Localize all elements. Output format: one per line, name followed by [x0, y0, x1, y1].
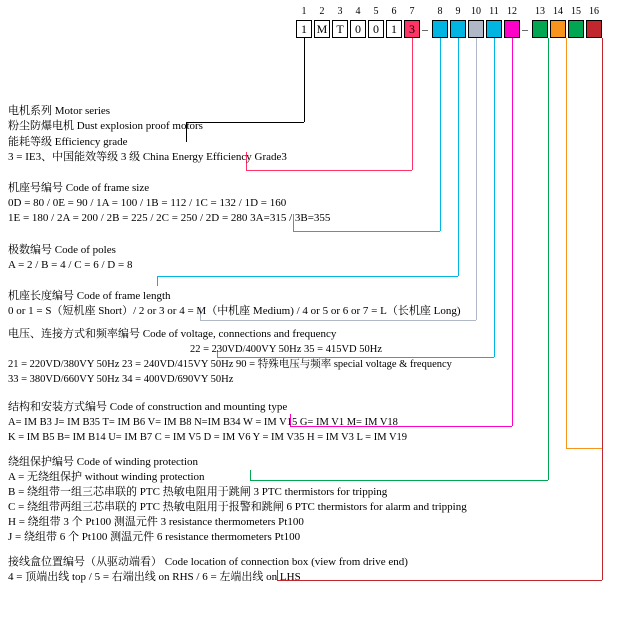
- section-line: 22 = 230VD/400VY 50Hz 35 = 415VD 50Hz: [190, 344, 382, 355]
- position-number: 5: [373, 6, 379, 17]
- code-box-5[interactable]: 0: [368, 20, 384, 38]
- section-line: 1E = 180 / 2A = 200 / 2B = 225 / 2C = 250 / 2D = 280 3A=315 / 3B=355: [8, 212, 331, 224]
- position-number: 9: [455, 6, 461, 17]
- position-number: 11: [489, 6, 499, 17]
- leader-line-construction: [512, 38, 513, 426]
- leader-line-frame-length: [200, 320, 476, 321]
- section-line: K = IM B5 B= IM B14 U= IM B7 C = IM V5 D = IM V6 Y = IM V35 H = IM V3 L = IM V19: [8, 432, 408, 443]
- position-number-row: [296, 6, 626, 20]
- leader-line-orange: [566, 38, 567, 448]
- section-title: 机座长度编号 Code of frame length: [8, 290, 171, 302]
- section-line: 33 = 380VD/660VY 50Hz 34 = 400VD/690VY 50Hz: [8, 374, 234, 385]
- leader-line-frame-size: [293, 231, 440, 232]
- section-line: C = 绕组带两组三芯串联的 PTC 热敏电阻用于报警和跳闸 6 PTC thermistors for alarm and tripping: [8, 501, 467, 513]
- section-efficiency-grade: [8, 135, 287, 165]
- section-title: 接线盒位置编号（从驱动端看） Code location of connection box (view from drive end): [8, 556, 408, 568]
- section-title: 电机系列 Motor series: [8, 105, 111, 117]
- code-box-3[interactable]: T: [332, 20, 348, 38]
- section-voltage: [8, 327, 452, 387]
- section-line: 21 = 220VD/380VY 50Hz 23 = 240VD/415VY 50Hz 90 = 特殊电压与频率 special voltage & frequency: [8, 359, 452, 370]
- code-box-12[interactable]: [504, 20, 520, 38]
- section-line: 0 or 1 = S（短机座 Short）/ 2 or 3 or 4 = M（中机座 Medium) / 4 or 5 or 6 or 7 = L（长机座 Long): [8, 305, 461, 317]
- code-box-8[interactable]: [432, 20, 448, 38]
- section-motor-series: [8, 104, 203, 134]
- code-box-14[interactable]: [550, 20, 566, 38]
- section-line: A = 无绕组保护 without winding protection: [8, 471, 205, 483]
- leader-line-connection-box: [602, 38, 603, 580]
- code-box-15[interactable]: [568, 20, 584, 38]
- code-box-13[interactable]: [532, 20, 548, 38]
- leader-line-frame-length: [476, 38, 477, 320]
- leader-line-efficiency-grade: [246, 170, 412, 171]
- section-winding-protection: [8, 455, 467, 545]
- position-number: 12: [507, 6, 517, 17]
- leader-line-voltage: [494, 38, 495, 357]
- section-poles: [8, 243, 132, 273]
- code-box-1[interactable]: 1: [296, 20, 312, 38]
- section-connection-box-location: [8, 555, 408, 585]
- leader-line-efficiency-grade: [412, 38, 413, 170]
- section-title: 电压、连接方式和频率编号 Code of voltage, connections and frequency: [8, 328, 337, 340]
- code-box-7[interactable]: 3: [404, 20, 420, 38]
- section-title: 绕组保护编号 Code of winding protection: [8, 456, 199, 468]
- section-line: 4 = 顶端出线 top / 5 = 右端出线 on RHS / 6 = 左端出线 on LHS: [8, 571, 301, 583]
- code-box-row: [296, 20, 626, 38]
- leader-line-poles: [157, 276, 458, 277]
- position-number: 15: [571, 6, 581, 17]
- leader-line-poles: [458, 38, 459, 276]
- section-title: 机座号编号 Code of frame size: [8, 182, 150, 194]
- position-number: 1: [301, 6, 307, 17]
- section-line: B = 绕组带一组三芯串联的 PTC 热敏电阻用于跳闸 3 PTC thermistors for tripping: [8, 486, 388, 498]
- position-number: 6: [391, 6, 397, 17]
- separator-dash: –: [522, 22, 528, 36]
- leader-line-poles: [157, 276, 158, 286]
- position-number: 16: [589, 6, 599, 17]
- position-number: 8: [437, 6, 443, 17]
- leader-line-motor-series: [186, 122, 304, 123]
- code-box-16[interactable]: [586, 20, 602, 38]
- section-title: 极数编号 Code of poles: [8, 244, 116, 256]
- section-title: 结构和安装方式编号 Code of construction and mounting type: [8, 401, 288, 413]
- code-box-9[interactable]: [450, 20, 466, 38]
- leader-line-winding-protection: [548, 38, 549, 480]
- section-line: A = 2 / B = 4 / C = 6 / D = 8: [8, 259, 133, 271]
- section-line: J = 绕组带 6 个 Pt100 测温元件 6 resistance thermometers Pt100: [8, 531, 301, 543]
- section-frame-length: [8, 289, 460, 319]
- code-box-2[interactable]: M: [314, 20, 330, 38]
- section-line: 粉尘防爆电机 Dust explosion proof motors: [8, 120, 203, 132]
- position-number: 7: [409, 6, 415, 17]
- position-number: 14: [553, 6, 563, 17]
- position-number: 4: [355, 6, 361, 17]
- section-frame-size: [8, 181, 330, 226]
- section-construction-mounting: [8, 400, 407, 445]
- section-line: A= IM B3 J= IM B35 T= IM B6 V= IM B8 N=IM B34 W = IM V15 G= IM V1 M= IM V18: [8, 417, 398, 428]
- section-line: H = 绕组带 3 个 Pt100 测温元件 3 resistance thermometers Pt100: [8, 516, 304, 528]
- separator-dash: –: [422, 22, 428, 36]
- section-line: 3 = IE3、中国能效等级 3 级 China Energy Efficiency Grade3: [8, 151, 287, 163]
- position-number: 10: [471, 6, 481, 17]
- code-box-10[interactable]: [468, 20, 484, 38]
- section-line: 0D = 80 / 0E = 90 / 1A = 100 / 1B = 112 / 1C = 132 / 1D = 160: [8, 197, 287, 209]
- code-box-11[interactable]: [486, 20, 502, 38]
- leader-line-frame-size: [440, 38, 441, 231]
- code-box-4[interactable]: 0: [350, 20, 366, 38]
- position-number: 13: [535, 6, 545, 17]
- leader-line-orange: [566, 448, 602, 449]
- position-number: 2: [319, 6, 325, 17]
- position-number: 3: [337, 6, 343, 17]
- leader-line-motor-series: [304, 38, 305, 122]
- section-title: 能耗等级 Efficiency grade: [8, 136, 128, 148]
- code-box-6[interactable]: 1: [386, 20, 402, 38]
